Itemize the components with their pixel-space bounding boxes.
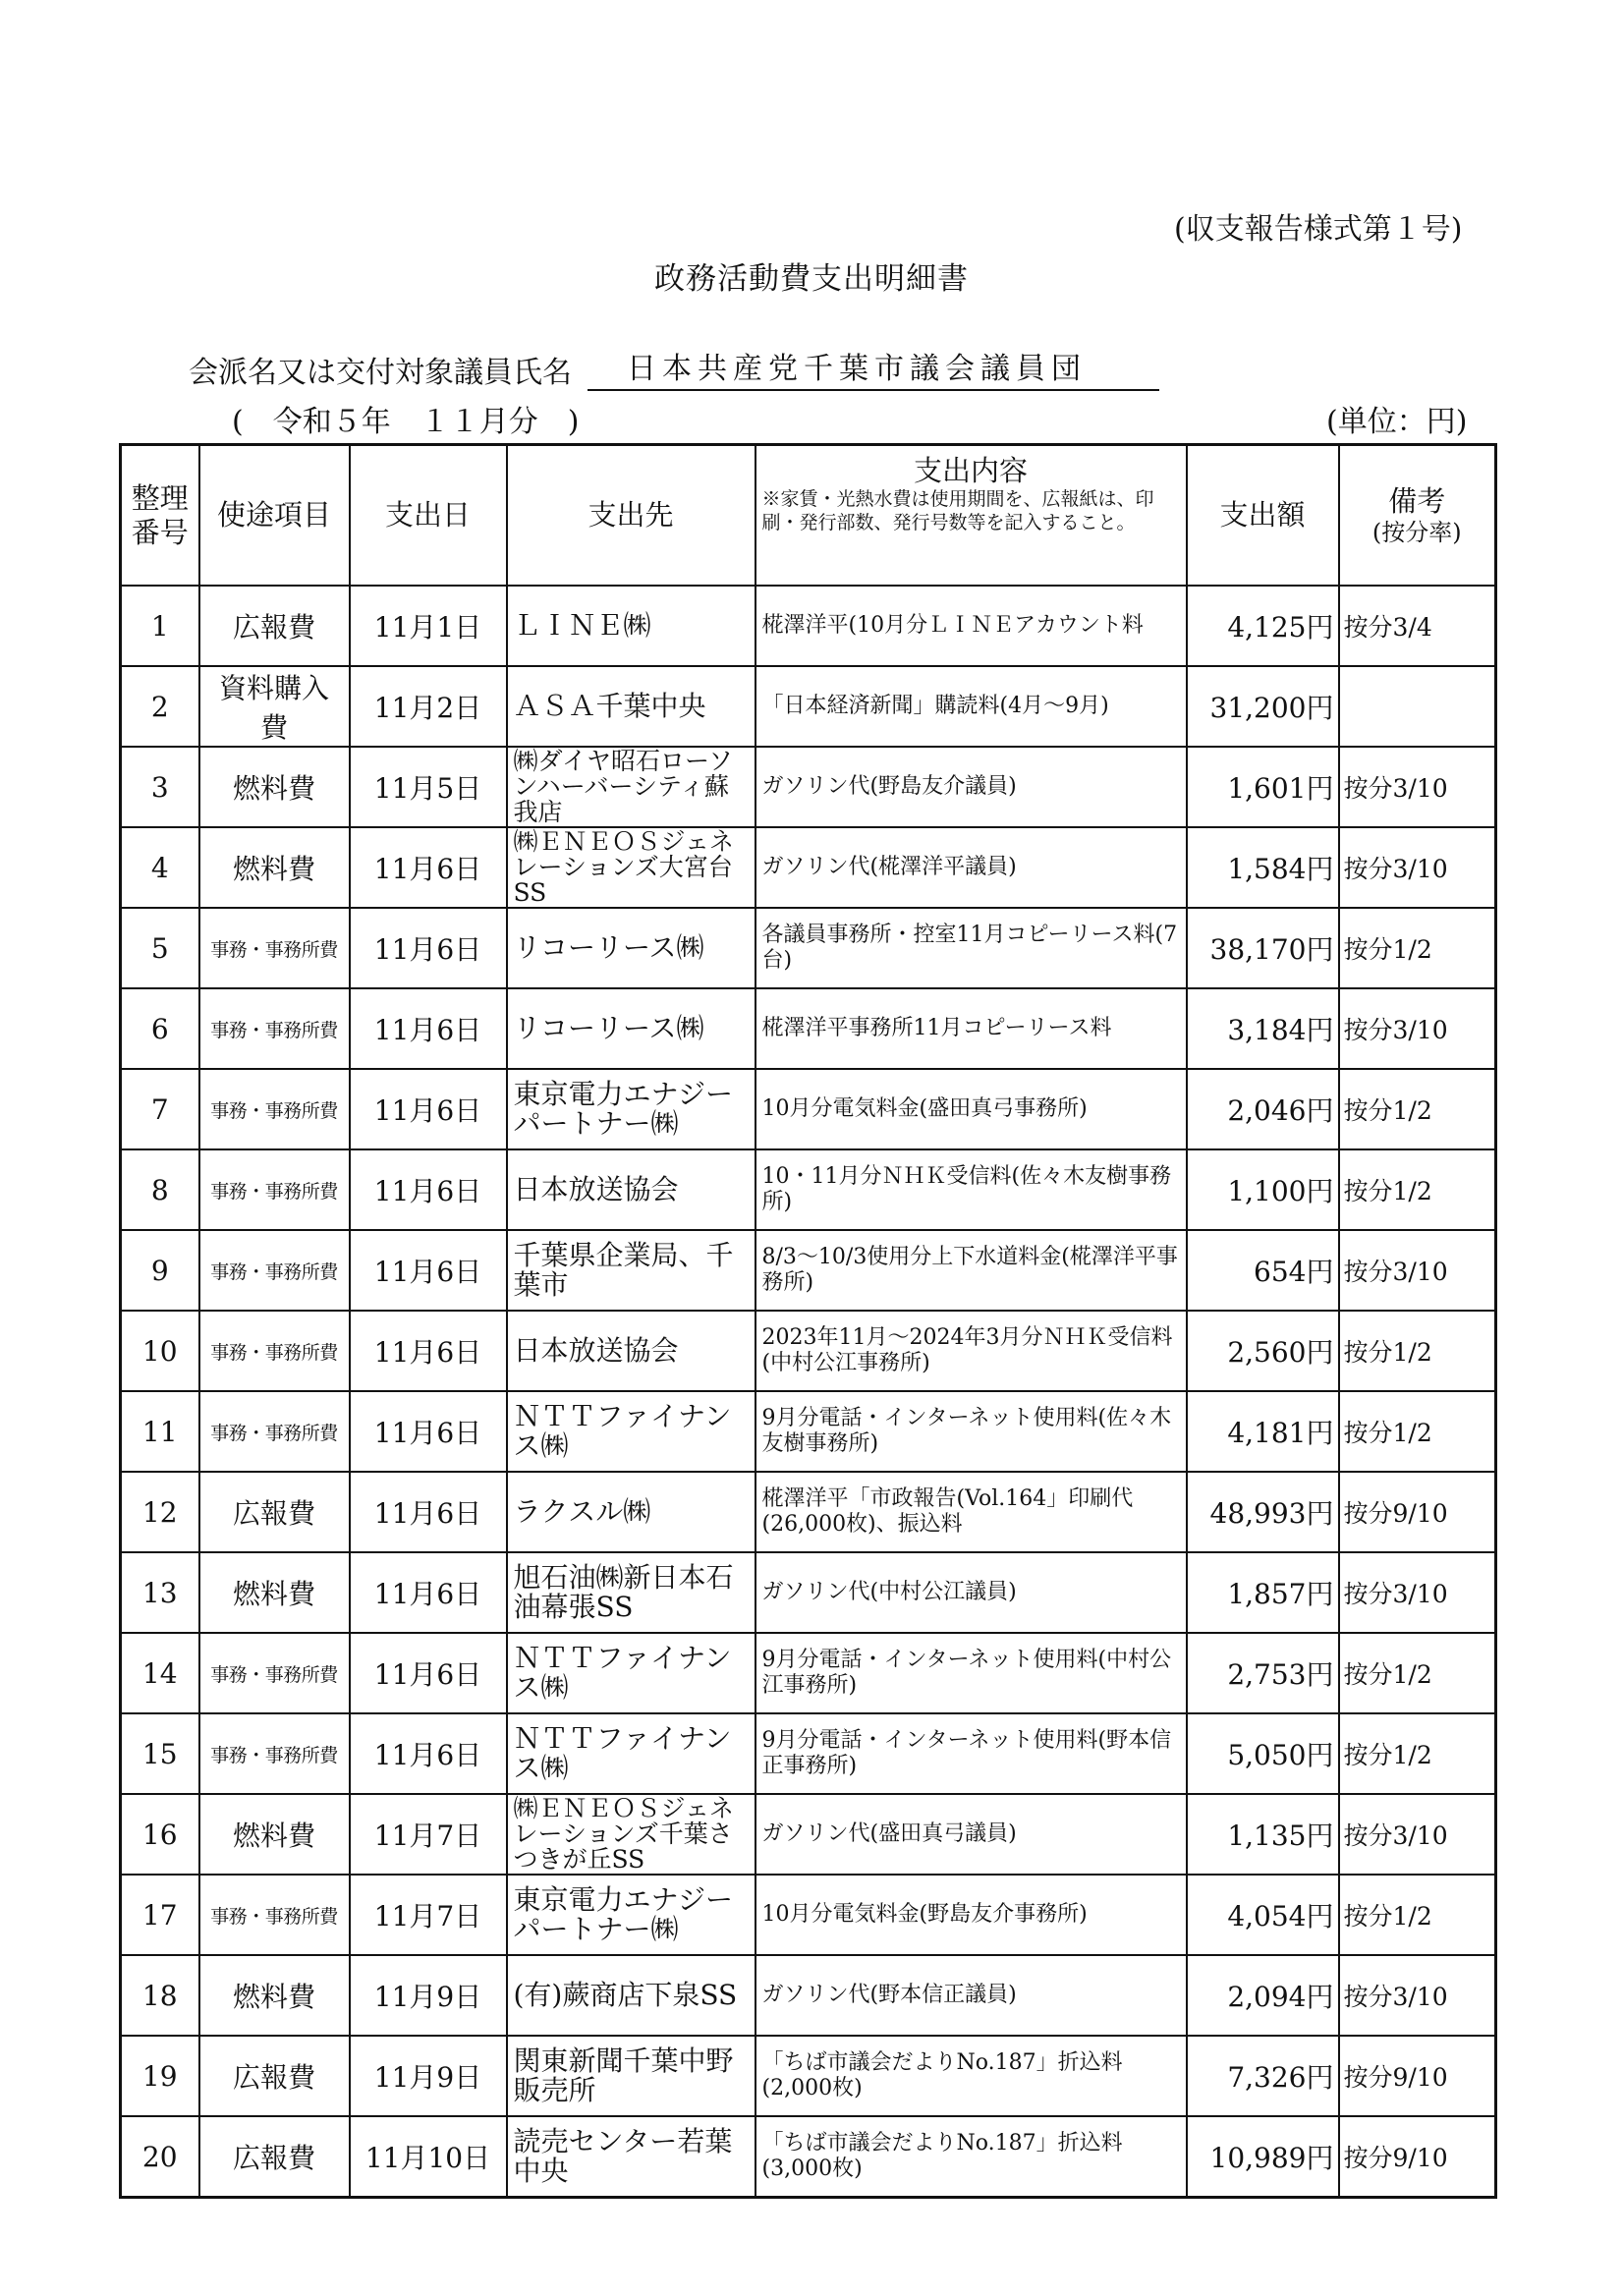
row-payee: 旭石油㈱新日本石油幕張SS bbox=[507, 1552, 756, 1633]
table-row bbox=[121, 747, 1496, 827]
row-date: 11月6日 bbox=[350, 827, 507, 908]
row-number: 7 bbox=[121, 1069, 199, 1149]
row-detail: ガソリン代(中村公江議員) bbox=[756, 1552, 1187, 1633]
table-row bbox=[121, 1875, 1496, 1955]
row-note: 按分1/2 bbox=[1339, 1633, 1496, 1713]
row-note: 按分1/2 bbox=[1339, 1069, 1496, 1149]
table-row bbox=[121, 1391, 1496, 1472]
row-date: 11月6日 bbox=[350, 1633, 507, 1713]
header-note bbox=[1339, 445, 1496, 587]
row-detail: 椛澤洋平事務所11月コピーリース料 bbox=[756, 988, 1187, 1069]
row-item: 事務・事務所費 bbox=[199, 988, 350, 1069]
table-row bbox=[121, 1955, 1496, 2036]
row-amount: 1,584円 bbox=[1187, 827, 1339, 908]
row-payee: 東京電力エナジーパートナー㈱ bbox=[507, 1875, 756, 1955]
row-number: 19 bbox=[121, 2036, 199, 2116]
row-amount: 7,326円 bbox=[1187, 2036, 1339, 2116]
row-detail: ガソリン代(野本信正議員) bbox=[756, 1955, 1187, 2036]
table-row bbox=[121, 988, 1496, 1069]
row-payee: ㈱ＥＮＥＯＳジェネレーションズ千葉さつきが丘SS bbox=[507, 1794, 756, 1875]
row-detail: ガソリン代(椛澤洋平議員) bbox=[756, 827, 1187, 908]
row-number: 1 bbox=[121, 586, 199, 666]
row-note: 按分3/10 bbox=[1339, 1552, 1496, 1633]
row-payee: 関東新聞千葉中野販売所 bbox=[507, 2036, 756, 2116]
row-date: 11月1日 bbox=[350, 586, 507, 666]
row-date: 11月6日 bbox=[350, 908, 507, 988]
row-date: 11月7日 bbox=[350, 1794, 507, 1875]
row-note: 按分1/2 bbox=[1339, 1311, 1496, 1391]
row-item: 事務・事務所費 bbox=[199, 1149, 350, 1230]
row-number: 5 bbox=[121, 908, 199, 988]
document-title: 政務活動費支出明細書 bbox=[654, 261, 969, 297]
row-number: 10 bbox=[121, 1311, 199, 1391]
row-detail: 「ちば市議会だよりNo.187」折込料(2,000枚) bbox=[756, 2036, 1187, 2116]
row-date: 11月6日 bbox=[350, 988, 507, 1069]
row-amount: 4,054円 bbox=[1187, 1875, 1339, 1955]
row-amount: 1,857円 bbox=[1187, 1552, 1339, 1633]
party-row bbox=[189, 344, 1159, 391]
row-payee: 千葉県企業局、千葉市 bbox=[507, 1230, 756, 1311]
table-row bbox=[121, 1230, 1496, 1311]
row-note bbox=[1339, 666, 1496, 747]
table-row bbox=[121, 908, 1496, 988]
row-date: 11月6日 bbox=[350, 1391, 507, 1472]
row-payee: ㈱ダイヤ昭石ローソンハーバーシティ蘇我店 bbox=[507, 747, 756, 827]
row-detail: 椛澤洋平「市政報告(Vol.164」印刷代(26,000枚)、振込料 bbox=[756, 1472, 1187, 1552]
row-detail: 「日本経済新聞」購読料(4月～9月) bbox=[756, 666, 1187, 747]
row-amount: 2,094円 bbox=[1187, 1955, 1339, 2036]
row-amount: 38,170円 bbox=[1187, 908, 1339, 988]
row-payee: ＮＴＴファイナンス㈱ bbox=[507, 1391, 756, 1472]
row-number: 14 bbox=[121, 1633, 199, 1713]
row-amount: 10,989円 bbox=[1187, 2116, 1339, 2198]
row-item: 事務・事務所費 bbox=[199, 1713, 350, 1794]
row-number: 8 bbox=[121, 1149, 199, 1230]
table-row bbox=[121, 1311, 1496, 1391]
row-item: 広報費 bbox=[199, 2036, 350, 2116]
row-note: 按分3/10 bbox=[1339, 1230, 1496, 1311]
row-number: 9 bbox=[121, 1230, 199, 1311]
row-detail: 8/3～10/3使用分上下水道料金(椛澤洋平事務所) bbox=[756, 1230, 1187, 1311]
row-note: 按分9/10 bbox=[1339, 1472, 1496, 1552]
row-number: 12 bbox=[121, 1472, 199, 1552]
row-payee: 日本放送協会 bbox=[507, 1311, 756, 1391]
row-amount: 1,100円 bbox=[1187, 1149, 1339, 1230]
row-detail: 9月分電話・インターネット使用料(中村公江事務所) bbox=[756, 1633, 1187, 1713]
row-date: 11月6日 bbox=[350, 1472, 507, 1552]
row-amount: 1,135円 bbox=[1187, 1794, 1339, 1875]
row-payee: ＡＳＡ千葉中央 bbox=[507, 666, 756, 747]
row-number: 4 bbox=[121, 827, 199, 908]
row-date: 11月6日 bbox=[350, 1552, 507, 1633]
header-no bbox=[121, 445, 199, 587]
row-amount: 2,046円 bbox=[1187, 1069, 1339, 1149]
row-date: 11月9日 bbox=[350, 2036, 507, 2116]
header-amount: 支出額 bbox=[1187, 445, 1339, 587]
row-date: 11月6日 bbox=[350, 1149, 507, 1230]
row-note: 按分3/4 bbox=[1339, 586, 1496, 666]
row-item: 燃料費 bbox=[199, 1552, 350, 1633]
report-period: ( 令和５年 １１月分 ) bbox=[232, 405, 580, 439]
header-payee: 支出先 bbox=[507, 445, 756, 587]
row-payee: ㈱ＥＮＥＯＳジェネレーションズ大宮台SS bbox=[507, 827, 756, 908]
table-row bbox=[121, 1149, 1496, 1230]
row-note: 按分3/10 bbox=[1339, 1955, 1496, 2036]
row-date: 11月6日 bbox=[350, 1069, 507, 1149]
table-row bbox=[121, 1552, 1496, 1633]
row-note: 按分1/2 bbox=[1339, 1875, 1496, 1955]
row-item: 資料購入費 bbox=[199, 666, 350, 747]
header-item: 使途項目 bbox=[199, 445, 350, 587]
row-amount: 2,560円 bbox=[1187, 1311, 1339, 1391]
header-content-note: ※家賃・光熱水費は使用期間を、広報紙は、印刷・発行部数、発行号数等を記入すること。 bbox=[761, 487, 1154, 533]
row-date: 11月6日 bbox=[350, 1713, 507, 1794]
table-header-row bbox=[121, 445, 1496, 587]
unit-label: (単位：円) bbox=[1326, 405, 1468, 439]
row-amount: 5,050円 bbox=[1187, 1713, 1339, 1794]
party-label: 会派名又は交付対象議員氏名 bbox=[189, 356, 572, 390]
row-date: 11月9日 bbox=[350, 1955, 507, 2036]
row-note: 按分1/2 bbox=[1339, 908, 1496, 988]
table-row bbox=[121, 666, 1496, 747]
row-amount: 3,184円 bbox=[1187, 988, 1339, 1069]
row-detail: 「ちば市議会だよりNo.187」折込料(3,000枚) bbox=[756, 2116, 1187, 2198]
row-date: 11月6日 bbox=[350, 1311, 507, 1391]
row-number: 3 bbox=[121, 747, 199, 827]
row-item: 燃料費 bbox=[199, 1955, 350, 2036]
row-number: 13 bbox=[121, 1552, 199, 1633]
row-item: 燃料費 bbox=[199, 827, 350, 908]
header-note-title: 備考 bbox=[1388, 483, 1446, 518]
table-row bbox=[121, 2036, 1496, 2116]
table-row bbox=[121, 1472, 1496, 1552]
header-date: 支出日 bbox=[350, 445, 507, 587]
row-detail: 各議員事務所・控室11月コピーリース料(7台) bbox=[756, 908, 1187, 988]
row-number: 11 bbox=[121, 1391, 199, 1472]
row-item: 広報費 bbox=[199, 586, 350, 666]
row-date: 11月5日 bbox=[350, 747, 507, 827]
row-detail: 10月分電気料金(野島友介事務所) bbox=[756, 1875, 1187, 1955]
table-row bbox=[121, 586, 1496, 666]
row-payee: 読売センター若葉中央 bbox=[507, 2116, 756, 2198]
table-row bbox=[121, 827, 1496, 908]
row-date: 11月2日 bbox=[350, 666, 507, 747]
row-payee: ＬＩＮＥ㈱ bbox=[507, 586, 756, 666]
row-date: 11月6日 bbox=[350, 1230, 507, 1311]
row-payee: リコーリース㈱ bbox=[507, 988, 756, 1069]
table-row bbox=[121, 1069, 1496, 1149]
row-detail: 9月分電話・インターネット使用料(佐々木友樹事務所) bbox=[756, 1391, 1187, 1472]
row-item: 燃料費 bbox=[199, 1794, 350, 1875]
row-date: 11月10日 bbox=[350, 2116, 507, 2198]
row-item: 事務・事務所費 bbox=[199, 1311, 350, 1391]
form-number: (収支報告様式第１号) bbox=[1174, 212, 1463, 247]
row-detail: ガソリン代(野島友介議員) bbox=[756, 747, 1187, 827]
row-payee: ラクスル㈱ bbox=[507, 1472, 756, 1552]
row-note: 按分3/10 bbox=[1339, 747, 1496, 827]
table-row bbox=[121, 1713, 1496, 1794]
row-date: 11月7日 bbox=[350, 1875, 507, 1955]
row-detail: 椛澤洋平(10月分ＬＩＮＥアカウント料 bbox=[756, 586, 1187, 666]
row-item: 事務・事務所費 bbox=[199, 1875, 350, 1955]
row-amount: 48,993円 bbox=[1187, 1472, 1339, 1552]
row-number: 17 bbox=[121, 1875, 199, 1955]
row-amount: 654円 bbox=[1187, 1230, 1339, 1311]
header-no-label: 整理番号 bbox=[131, 480, 189, 549]
row-item: 事務・事務所費 bbox=[199, 1391, 350, 1472]
row-payee: 東京電力エナジーパートナー㈱ bbox=[507, 1069, 756, 1149]
row-payee: ＮＴＴファイナンス㈱ bbox=[507, 1713, 756, 1794]
row-amount: 31,200円 bbox=[1187, 666, 1339, 747]
row-amount: 1,601円 bbox=[1187, 747, 1339, 827]
table-row bbox=[121, 1794, 1496, 1875]
row-detail: 2023年11月～2024年3月分ＮＨＫ受信料(中村公江事務所) bbox=[756, 1311, 1187, 1391]
row-note: 按分1/2 bbox=[1339, 1391, 1496, 1472]
row-number: 2 bbox=[121, 666, 199, 747]
row-payee: (有)蕨商店下泉SS bbox=[507, 1955, 756, 2036]
table-row bbox=[121, 2116, 1496, 2198]
row-number: 6 bbox=[121, 988, 199, 1069]
row-detail: ガソリン代(盛田真弓議員) bbox=[756, 1794, 1187, 1875]
header-content-title: 支出内容 bbox=[913, 454, 1028, 487]
row-item: 広報費 bbox=[199, 2116, 350, 2198]
row-item: 燃料費 bbox=[199, 747, 350, 827]
row-detail: 10・11月分ＮＨＫ受信料(佐々木友樹事務所) bbox=[756, 1149, 1187, 1230]
row-item: 広報費 bbox=[199, 1472, 350, 1552]
row-amount: 4,181円 bbox=[1187, 1391, 1339, 1472]
party-name: 日本共産党千葉市議会議員団 bbox=[588, 344, 1159, 391]
row-amount: 2,753円 bbox=[1187, 1633, 1339, 1713]
table-body bbox=[121, 586, 1496, 2198]
row-number: 15 bbox=[121, 1713, 199, 1794]
row-note: 按分9/10 bbox=[1339, 2116, 1496, 2198]
row-note: 按分3/10 bbox=[1339, 1794, 1496, 1875]
row-note: 按分1/2 bbox=[1339, 1713, 1496, 1794]
row-payee: リコーリース㈱ bbox=[507, 908, 756, 988]
table-row bbox=[121, 1633, 1496, 1713]
row-payee: ＮＴＴファイナンス㈱ bbox=[507, 1633, 756, 1713]
row-note: 按分3/10 bbox=[1339, 827, 1496, 908]
row-number: 16 bbox=[121, 1794, 199, 1875]
row-note: 按分9/10 bbox=[1339, 2036, 1496, 2116]
row-number: 18 bbox=[121, 1955, 199, 2036]
header-note-sub: (按分率) bbox=[1371, 518, 1462, 546]
row-note: 按分3/10 bbox=[1339, 988, 1496, 1069]
header-content bbox=[756, 445, 1187, 587]
row-item: 事務・事務所費 bbox=[199, 1230, 350, 1311]
row-item: 事務・事務所費 bbox=[199, 908, 350, 988]
row-detail: 10月分電気料金(盛田真弓事務所) bbox=[756, 1069, 1187, 1149]
row-payee: 日本放送協会 bbox=[507, 1149, 756, 1230]
row-number: 20 bbox=[121, 2116, 199, 2198]
row-amount: 4,125円 bbox=[1187, 586, 1339, 666]
row-item: 事務・事務所費 bbox=[199, 1633, 350, 1713]
row-note: 按分1/2 bbox=[1339, 1149, 1496, 1230]
expense-table bbox=[119, 443, 1497, 2199]
row-detail: 9月分電話・インターネット使用料(野本信正事務所) bbox=[756, 1713, 1187, 1794]
row-item: 事務・事務所費 bbox=[199, 1069, 350, 1149]
